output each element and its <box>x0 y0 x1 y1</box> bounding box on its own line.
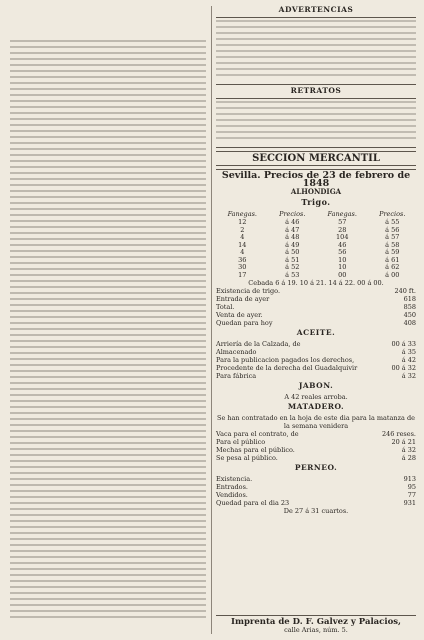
trigo-cell: á 48 <box>285 233 300 241</box>
matadero-value: á 32 <box>401 446 416 454</box>
trigo-cell: 36 <box>238 255 247 264</box>
jabon-price: A 42 reales arroba. <box>284 393 348 401</box>
trigo-total-value: 450 <box>403 311 416 319</box>
trigo-cell: á 51 <box>285 255 300 264</box>
jabon-heading: JABON. <box>298 381 334 390</box>
trigo-cell: 10 <box>338 255 347 264</box>
alhondiga-subtitle: ALHONDIGA <box>290 187 342 196</box>
trigo-cell: 46 <box>338 240 347 249</box>
perneo-line <box>216 499 416 507</box>
aceite-line <box>216 356 416 364</box>
column-divider <box>211 6 212 634</box>
matadero-value: 246 reses. <box>381 430 416 438</box>
trigo-cell: á 00 <box>385 270 400 279</box>
trigo-total-label: Existencia de trigo. <box>216 287 281 295</box>
trigo-cell: 28 <box>338 225 347 234</box>
trigo-summary: Cebada 6 á 19. 10 á 21. 14 á 22. 00 á 00. <box>248 279 384 287</box>
matadero-line <box>216 438 416 446</box>
perneo-label: Existencia. <box>216 475 253 483</box>
trigo-total-label: Venta de ayer. <box>216 311 263 319</box>
trigo-cell: 104 <box>336 233 349 241</box>
trigo-total-label: Quedan para hoy <box>216 319 273 327</box>
left-column-text-placeholder <box>10 40 206 620</box>
aceite-value: 00 á 33 <box>391 340 416 348</box>
trigo-total-line <box>216 311 416 319</box>
matadero-line <box>216 430 416 438</box>
trigo-total-line <box>216 295 416 303</box>
trigo-cell: 56 <box>338 248 347 256</box>
trigo-total-line <box>216 303 416 311</box>
trigo-cell: á 46 <box>285 218 300 226</box>
aceite-value: á 42 <box>401 356 416 364</box>
perneo-value: 95 <box>407 483 416 491</box>
trigo-cell: 4 <box>240 233 245 241</box>
perneo-line <box>216 483 416 491</box>
aceite-value: 00 á 32 <box>391 364 416 372</box>
aceite-label: Arriería de la Calzada, de <box>216 340 301 348</box>
aceite-line <box>216 348 416 356</box>
trigo-total-value: 618 <box>403 295 416 303</box>
matadero-label: Para el público <box>216 438 266 446</box>
trigo-header-cell: Precios. <box>379 210 406 218</box>
trigo-cell: á 56 <box>385 225 400 234</box>
right-column <box>216 4 416 636</box>
trigo-cell: á 55 <box>385 218 400 226</box>
double-rule <box>216 147 416 152</box>
aceite-value: á 32 <box>401 372 416 380</box>
trigo-total-value: 408 <box>403 319 416 327</box>
trigo-total-value: 858 <box>403 303 416 311</box>
aceite-value: á 35 <box>401 348 416 356</box>
perneo-value: 77 <box>407 491 416 499</box>
trigo-cell: 12 <box>238 218 247 226</box>
trigo-cell: 2 <box>240 225 245 234</box>
trigo-total-value: 240 ft. <box>394 287 416 295</box>
perneo-label: Quedad para el dia 23 <box>216 499 290 507</box>
trigo-cell: á 47 <box>285 225 300 234</box>
advertencias-text-placeholder <box>216 20 416 80</box>
trigo-cell: á 58 <box>385 240 400 249</box>
address-line: calle Arias, núm. 5. <box>284 626 348 634</box>
perneo-label: Entrados. <box>216 483 249 491</box>
aceite-label: Almacenado <box>216 348 257 356</box>
perneo-line <box>216 475 416 483</box>
imprenta-line: Imprenta de D. F. Galvez y Palacios, <box>230 617 402 627</box>
matadero-line <box>216 446 416 454</box>
trigo-table <box>216 209 416 279</box>
trigo-cell: á 53 <box>285 270 300 279</box>
perneo-value: 931 <box>403 499 416 507</box>
retratos-heading: RETRATOS <box>290 86 342 95</box>
trigo-header-cell: Fanegas. <box>327 210 357 218</box>
trigo-total-label: Entrada de ayer <box>216 295 270 303</box>
trigo-cell: á 50 <box>285 248 300 256</box>
aceite-label: Procedente de la derecha del Guadalquivir <box>216 364 358 372</box>
matadero-intro: Se han contratado en la hoja de este dia para la matanza de la semana venidera <box>217 414 415 430</box>
trigo-total-line <box>216 319 416 327</box>
rule <box>216 17 416 18</box>
trigo-cell: á 52 <box>285 263 300 271</box>
perneo-line <box>216 491 416 499</box>
trigo-total-line <box>216 287 416 295</box>
trigo-cell: 00 <box>338 270 347 279</box>
trigo-cell: 10 <box>338 263 347 271</box>
seccion-mercantil-heading: SECCION MERCANTIL <box>252 153 380 164</box>
trigo-cell: 30 <box>238 263 247 271</box>
trigo-cell: á 61 <box>385 255 400 264</box>
trigo-heading: Trigo. <box>301 197 331 207</box>
trigo-header-cell: Fanegas. <box>227 210 257 218</box>
matadero-label: Se pesa al público. <box>216 454 278 462</box>
matadero-label: Vaca para el contrato, de <box>216 430 299 438</box>
perneo-note: De 27 á 31 cuartos. <box>283 507 349 515</box>
trigo-total-label: Total. <box>216 303 235 311</box>
trigo-cell: á 62 <box>385 263 400 271</box>
aceite-heading: ACEITE. <box>296 328 336 337</box>
precios-title: Sevilla. Precios de 23 de febrero de 1848 <box>221 170 411 189</box>
matadero-value: 20 á 21 <box>391 438 416 446</box>
perneo-value: 913 <box>403 475 416 483</box>
matadero-line <box>216 454 416 462</box>
matadero-label: Mechas para el público. <box>216 446 295 454</box>
aceite-line <box>216 372 416 380</box>
retratos-text-placeholder <box>216 101 416 143</box>
rule <box>216 84 416 85</box>
trigo-cell: á 49 <box>285 240 300 249</box>
matadero-value: á 28 <box>401 454 416 462</box>
aceite-label: Para fábrica <box>216 372 257 380</box>
aceite-label: Para la publicacion pagados los derechos, <box>216 356 355 364</box>
advertencias-heading: ADVERTENCIAS <box>278 5 354 14</box>
rule <box>216 615 416 616</box>
rule <box>216 98 416 99</box>
perneo-heading: PERNEO. <box>294 463 338 472</box>
aceite-line <box>216 364 416 372</box>
trigo-header-cell: Precios. <box>279 210 306 218</box>
perneo-label: Vendidos. <box>216 491 248 499</box>
trigo-row <box>216 272 416 280</box>
trigo-cell: 14 <box>238 240 247 249</box>
aceite-line <box>216 340 416 348</box>
trigo-cell: 17 <box>238 270 247 279</box>
trigo-cell: á 57 <box>385 233 400 241</box>
trigo-cell: 57 <box>338 218 347 226</box>
trigo-cell: á 59 <box>385 248 400 256</box>
trigo-cell: 4 <box>240 248 245 256</box>
matadero-heading: MATADERO. <box>287 402 345 411</box>
printer-footer <box>216 613 416 634</box>
